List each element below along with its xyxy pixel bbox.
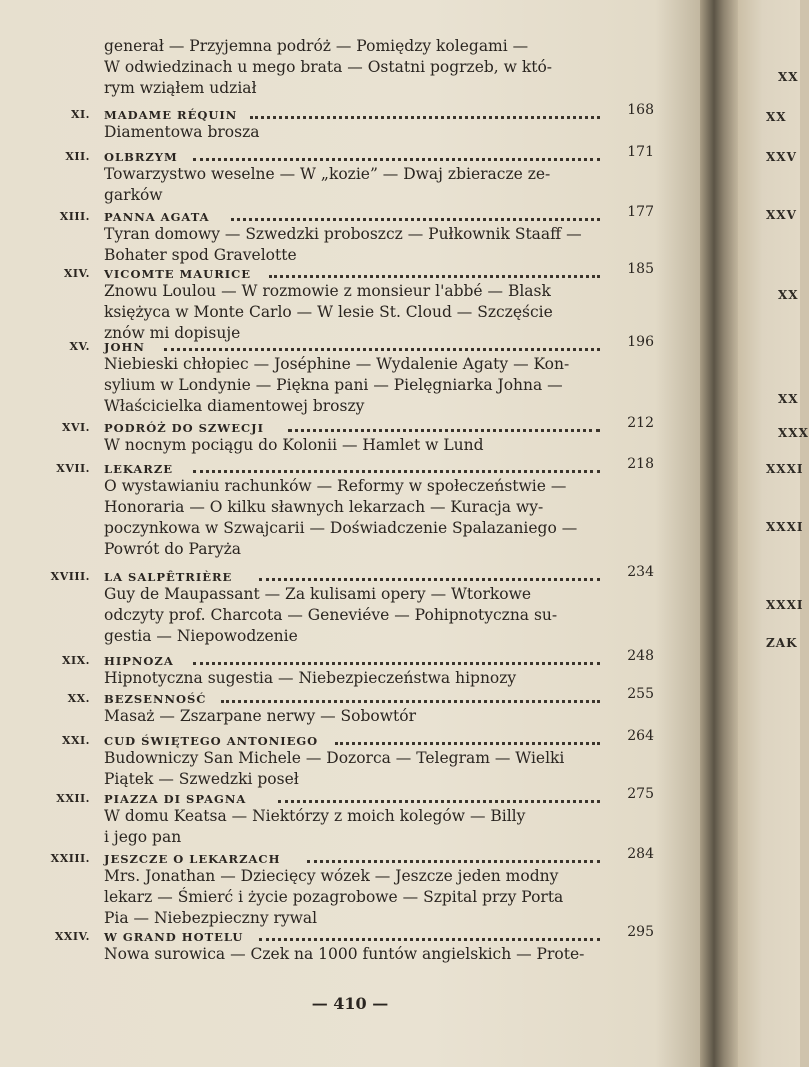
chapter-number: XXII. (56, 792, 90, 805)
chapter-description-line: Nowa surowica — Czek na 1000 funtów angielskich — Prote- (104, 945, 585, 963)
chapter-page-number: 177 (627, 204, 654, 220)
chapter-page-number: 185 (627, 261, 654, 277)
chapter-description-line: Diamentowa brosza (104, 123, 260, 141)
leader-dots (250, 108, 601, 119)
leader-dots (288, 421, 601, 432)
leader-dots (259, 930, 600, 941)
chapter-description-line: Bohater spod Gravelotte (104, 246, 297, 264)
chapter-description-line: Właścicielka diamentowej broszy (104, 397, 365, 415)
chapter-title: BEZSENNOŚĆ (104, 692, 207, 706)
chapter-description-line: Towarzystwo weselne — W „kozie” — Dwaj zbieracze ze- (104, 165, 551, 183)
right-page-chapter-number: XXXI (766, 598, 804, 612)
right-page-chapter-number: XX (778, 392, 799, 406)
chapter-page-number: 264 (627, 728, 654, 744)
chapter-title: W GRAND HOTELU (104, 930, 244, 944)
chapter-title: LEKARZE (104, 462, 174, 476)
chapter-description-line: Budowniczy San Michele — Dozorca — Telegram — Wielki (104, 749, 565, 767)
book-gutter (700, 0, 740, 1067)
chapter-page-number: 218 (627, 456, 654, 472)
chapter-description-line: Powrót do Paryża (104, 540, 242, 558)
leader-dots (231, 210, 601, 221)
right-page-chapter-number: XX (766, 110, 787, 124)
chapter-description-line: odczyty prof. Charcota — Geneviéve — Pohipnotyczna su- (104, 606, 558, 624)
chapter-title: OLBRZYM (104, 150, 178, 164)
chapter-number: XII. (65, 150, 90, 163)
chapter-description-line: poczynkowa w Szwajcarii — Doświadczenie Spalazaniego — (104, 519, 578, 537)
chapter-description-line: Mrs. Jonathan — Dziecięcy wózek — Jeszcze jeden modny (104, 867, 559, 885)
chapter-description-line: Piątek — Szwedzki poseł (104, 770, 299, 788)
chapter-page-number: 284 (627, 846, 654, 862)
leader-dots (193, 150, 601, 161)
leader-dots (269, 267, 601, 278)
chapter-page-number: 168 (627, 102, 654, 118)
chapter-page-number: 171 (627, 144, 654, 160)
intro-line: generał — Przyjemna podróż — Pomiędzy kolegami — (104, 37, 529, 55)
chapter-description-line: Znowu Loulou — W rozmowie z monsieur l'abbé — Blask (104, 282, 551, 300)
chapter-number: XXI. (61, 734, 90, 747)
chapter-page-number: 248 (627, 648, 654, 664)
chapter-description-line: lekarz — Śmierć i życie pozagrobowe — Szpital przy Porta (104, 888, 564, 906)
chapter-number: XXIII. (50, 852, 90, 865)
chapter-number: XI. (70, 108, 90, 121)
chapter-number: XVII. (56, 462, 90, 475)
right-page-chapter-number: XXV (766, 150, 797, 164)
chapter-title: HIPNOZA (104, 654, 174, 668)
chapter-description-line: W nocnym pociągu do Kolonii — Hamlet w Lund (104, 436, 484, 454)
chapter-description-line: Tyran domowy — Szwedzki proboszcz — Pułkownik Staaff — (104, 225, 582, 243)
chapter-title: VICOMTE MAURICE (104, 267, 252, 281)
chapter-page-number: 212 (627, 415, 654, 431)
chapter-description-line: Niebieski chłopiec — Joséphine — Wydalenie Agaty — Kon- (104, 355, 570, 373)
right-page-chapter-number: XXXI (766, 520, 804, 534)
chapter-number: XV. (69, 340, 90, 353)
chapter-page-number: 275 (627, 786, 654, 802)
leader-dots (193, 654, 601, 665)
right-page-chapter-number: XX (778, 288, 799, 302)
chapter-number: XVI. (61, 421, 90, 434)
chapter-description-line: Hipnotyczna sugestia — Niebezpieczeństwa hipnozy (104, 669, 517, 687)
chapter-page-number: 295 (627, 924, 654, 940)
right-page-chapter-number: XX (778, 70, 799, 84)
chapter-description-line: sylium w Londynie — Piękna pani — Pielęgniarka Johna — (104, 376, 563, 394)
right-page-chapter-number: XXX (778, 426, 809, 440)
chapter-description-line: Masaż — Zszarpane nerwy — Sobowtór (104, 707, 416, 725)
chapter-description-line: Guy de Maupassant — Za kulisami opery — Wtorkowe (104, 585, 532, 603)
chapter-title: PIAZZA DI SPAGNA (104, 792, 247, 806)
chapter-number: XIII. (59, 210, 90, 223)
leader-dots (164, 340, 600, 351)
chapter-description-line: O wystawianiu rachunków — Reformy w społeczeństwie — (104, 477, 567, 495)
intro-line: rym wziąłem udział (104, 79, 257, 97)
chapter-title: CUD ŚWIĘTEGO ANTONIEGO (104, 734, 319, 748)
chapter-title: JESZCZE O LEKARZACH (104, 852, 281, 866)
chapter-page-number: 234 (627, 564, 654, 580)
chapter-description-line: W domu Keatsa — Niektórzy z moich kolegów — Billy (104, 807, 526, 825)
chapter-page-number: 255 (627, 686, 654, 702)
leader-dots (278, 792, 600, 803)
leader-dots (221, 692, 600, 703)
page-number: — 410 — (311, 994, 389, 1013)
chapter-title: JOHN (104, 340, 145, 354)
right-page-chapter-number: XXV (766, 208, 797, 222)
intro-line: W odwiedzinach u mego brata — Ostatni pogrzeb, w któ- (104, 58, 553, 76)
leader-dots (335, 734, 600, 745)
leader-dots (193, 462, 601, 473)
chapter-title: PANNA AGATA (104, 210, 210, 224)
chapter-title: MADAME RÉQUIN (104, 108, 238, 122)
chapter-description-line: i jego pan (104, 828, 182, 846)
chapter-number: XIX. (61, 654, 90, 667)
chapter-description-line: Pia — Niebezpieczny rywal (104, 909, 318, 927)
chapter-description-line: Honoraria — O kilku sławnych lekarzach — Kuracja wy- (104, 498, 544, 516)
chapter-description-line: gestia — Niepowodzenie (104, 627, 298, 645)
chapter-number: XX. (67, 692, 90, 705)
chapter-page-number: 196 (627, 334, 654, 350)
right-page-chapter-number: ZAK (766, 636, 798, 650)
chapter-description-line: księżyca w Monte Carlo — W lesie St. Cloud — Szczęście (104, 303, 553, 321)
right-page-chapter-number: XXXI (766, 462, 804, 476)
chapter-description-line: znów mi dopisuje (104, 324, 241, 342)
leader-dots (307, 852, 601, 863)
chapter-title: LA SALPÊTRIÈRE (104, 570, 233, 584)
chapter-description-line: garków (104, 186, 163, 204)
chapter-number: XXIV. (54, 930, 90, 943)
leader-dots (259, 570, 600, 581)
chapter-number: XIV. (63, 267, 90, 280)
chapter-number: XVIII. (50, 570, 90, 583)
chapter-title: PODRÓŻ DO SZWECJI (104, 421, 264, 435)
